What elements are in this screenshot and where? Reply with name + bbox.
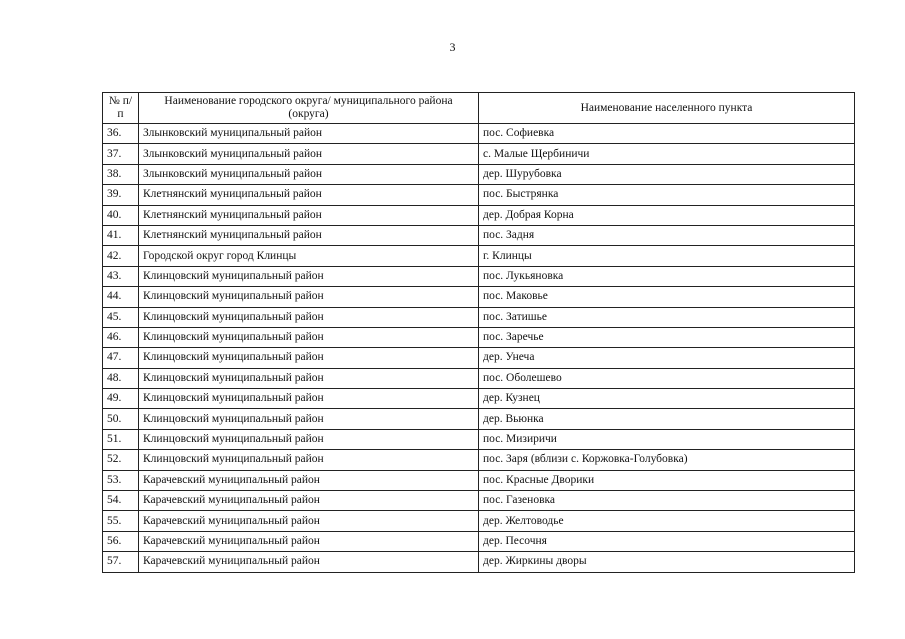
row-number-cell: 50.	[103, 409, 139, 429]
place-cell: дер. Жиркины дворы	[479, 552, 855, 572]
row-number-cell: 43.	[103, 266, 139, 286]
row-number-cell: 47.	[103, 348, 139, 368]
table-body	[103, 124, 855, 573]
table-row	[103, 246, 855, 266]
row-number-cell: 56.	[103, 531, 139, 551]
district-cell: Клинцовский муниципальный район	[139, 287, 479, 307]
place-cell: пос. Софиевка	[479, 124, 855, 144]
district-cell: Злынковский муниципальный район	[139, 124, 479, 144]
place-cell: пос. Мизиричи	[479, 429, 855, 449]
district-cell: Клетнянский муниципальный район	[139, 185, 479, 205]
table-row	[103, 287, 855, 307]
district-cell: Клетнянский муниципальный район	[139, 225, 479, 245]
row-number-cell: 38.	[103, 164, 139, 184]
place-cell: г. Клинцы	[479, 246, 855, 266]
district-cell: Карачевский муниципальный район	[139, 491, 479, 511]
district-cell: Клинцовский муниципальный район	[139, 368, 479, 388]
place-cell: пос. Затишье	[479, 307, 855, 327]
row-number-cell: 48.	[103, 368, 139, 388]
place-cell: пос. Маковье	[479, 287, 855, 307]
row-number-cell: 46.	[103, 327, 139, 347]
table-row	[103, 368, 855, 388]
row-number-cell: 40.	[103, 205, 139, 225]
district-cell: Клинцовский муниципальный район	[139, 266, 479, 286]
table-row	[103, 389, 855, 409]
place-cell: пос. Задня	[479, 225, 855, 245]
place-cell: пос. Газеновка	[479, 491, 855, 511]
place-cell: пос. Заречье	[479, 327, 855, 347]
row-number-cell: 45.	[103, 307, 139, 327]
table-row	[103, 409, 855, 429]
table-row	[103, 266, 855, 286]
district-cell: Клинцовский муниципальный район	[139, 389, 479, 409]
table-row	[103, 124, 855, 144]
district-cell: Карачевский муниципальный район	[139, 552, 479, 572]
table-row	[103, 470, 855, 490]
page-number: 3	[449, 40, 456, 54]
row-number-cell: 37.	[103, 144, 139, 164]
district-cell: Городской округ город Клинцы	[139, 246, 479, 266]
row-number-cell: 41.	[103, 225, 139, 245]
table-row	[103, 205, 855, 225]
row-number-cell: 52.	[103, 450, 139, 470]
row-number-cell: 42.	[103, 246, 139, 266]
table-row	[103, 164, 855, 184]
row-number-cell: 53.	[103, 470, 139, 490]
place-cell: дер. Унеча	[479, 348, 855, 368]
place-cell: дер. Песочня	[479, 531, 855, 551]
row-number-cell: 36.	[103, 124, 139, 144]
place-cell: дер. Кузнец	[479, 389, 855, 409]
row-number-cell: 54.	[103, 491, 139, 511]
place-cell: дер. Желтоводье	[479, 511, 855, 531]
district-cell: Карачевский муниципальный район	[139, 531, 479, 551]
district-cell: Клинцовский муниципальный район	[139, 429, 479, 449]
district-cell: Карачевский муниципальный район	[139, 470, 479, 490]
row-number-cell: 51.	[103, 429, 139, 449]
district-cell: Клинцовский муниципальный район	[139, 450, 479, 470]
header-district: Наименование городского округа/ муниципального района (округа)	[139, 93, 479, 124]
place-cell: дер. Вьюнка	[479, 409, 855, 429]
row-number-cell: 39.	[103, 185, 139, 205]
table-row	[103, 348, 855, 368]
place-cell: с. Малые Щербиничи	[479, 144, 855, 164]
header-number: № п/п	[103, 93, 139, 124]
row-number-cell: 44.	[103, 287, 139, 307]
place-cell: дер. Добрая Корна	[479, 205, 855, 225]
district-cell: Злынковский муниципальный район	[139, 164, 479, 184]
table-row	[103, 511, 855, 531]
table-row	[103, 552, 855, 572]
place-cell: пос. Быстрянка	[479, 185, 855, 205]
table-row	[103, 307, 855, 327]
table-row	[103, 531, 855, 551]
table-row	[103, 185, 855, 205]
place-cell: пос. Лукьяновка	[479, 266, 855, 286]
table-row	[103, 144, 855, 164]
row-number-cell: 55.	[103, 511, 139, 531]
district-cell: Карачевский муниципальный район	[139, 511, 479, 531]
header-place: Наименование населенного пункта	[479, 93, 855, 124]
district-cell: Клинцовский муниципальный район	[139, 409, 479, 429]
row-number-cell: 49.	[103, 389, 139, 409]
settlements-table	[102, 92, 855, 573]
table-row	[103, 327, 855, 347]
table-header-row	[103, 93, 855, 124]
place-cell: пос. Заря (вблизи с. Коржовка-Голубовка)	[479, 450, 855, 470]
row-number-cell: 57.	[103, 552, 139, 572]
table-row	[103, 491, 855, 511]
district-cell: Клинцовский муниципальный район	[139, 348, 479, 368]
district-cell: Клетнянский муниципальный район	[139, 205, 479, 225]
table-row	[103, 429, 855, 449]
place-cell: пос. Красные Дворики	[479, 470, 855, 490]
district-cell: Злынковский муниципальный район	[139, 144, 479, 164]
place-cell: пос. Оболешево	[479, 368, 855, 388]
district-cell: Клинцовский муниципальный район	[139, 327, 479, 347]
table-row	[103, 450, 855, 470]
place-cell: дер. Шурубовка	[479, 164, 855, 184]
district-cell: Клинцовский муниципальный район	[139, 307, 479, 327]
table-row	[103, 225, 855, 245]
